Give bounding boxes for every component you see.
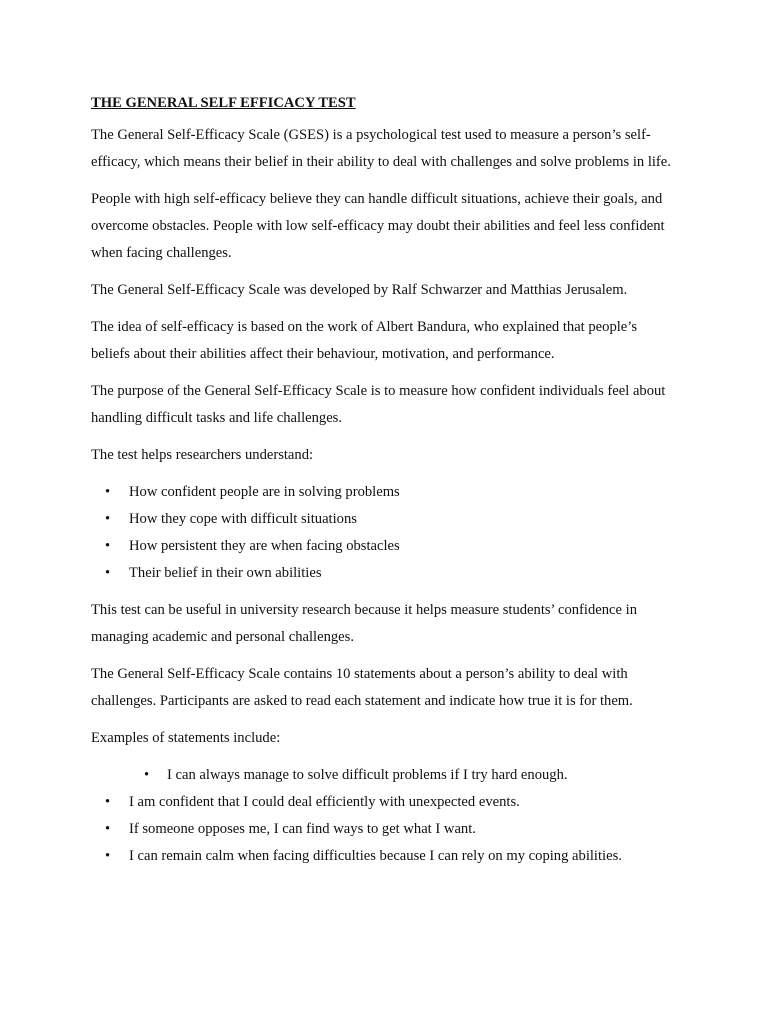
list-item bbox=[91, 762, 671, 789]
paragraph-purpose: The purpose of the General Self-Efficacy Scale is to measure how confident individuals feel about handling difficult tasks and life challenges. bbox=[91, 383, 666, 426]
list-item-text: How persistent they are when facing obstacles bbox=[129, 538, 400, 554]
document-title: THE GENERAL SELF EFFICACY TEST bbox=[91, 95, 356, 111]
bullet-icon: • bbox=[105, 848, 111, 864]
paragraph-gses-definition: The General Self-Efficacy Scale (GSES) is a psychological test used to measure a person’s self-efficacy, which means their belief in their ability to deal with challenges and solve problems in life. bbox=[91, 127, 671, 170]
understand-list bbox=[91, 479, 671, 587]
bullet-icon: • bbox=[105, 794, 111, 810]
list-item-text: How confident people are in solving problems bbox=[129, 484, 400, 500]
paragraph-developers: The General Self-Efficacy Scale was developed by Ralf Schwarzer and Matthias Jerusalem. bbox=[91, 282, 628, 298]
document-page bbox=[91, 93, 671, 880]
examples-list bbox=[91, 762, 671, 870]
paragraph-high-low-efficacy: People with high self-efficacy believe they can handle difficult situations, achieve their goals, and overcome obstacles. People with low self-efficacy may doubt their abilities and feel less confident when facing challenges. bbox=[91, 191, 665, 261]
list-item-text: How they cope with difficult situations bbox=[129, 511, 357, 527]
paragraph-university-research: This test can be useful in university research because it helps measure students’ confidence in managing academic and personal challenges. bbox=[91, 602, 637, 645]
paragraph-ten-statements: The General Self-Efficacy Scale contains 10 statements about a person’s ability to deal with challenges. Participants are asked to read each statement and indicate how true it is for them. bbox=[91, 666, 633, 709]
bullet-icon: • bbox=[105, 565, 111, 581]
paragraph-helps-understand: The test helps researchers understand: bbox=[91, 447, 314, 463]
list-item-text: If someone opposes me, I can find ways to get what I want. bbox=[129, 821, 476, 837]
paragraph-examples-intro: Examples of statements include: bbox=[91, 730, 281, 746]
bullet-icon: • bbox=[105, 538, 111, 554]
bullet-icon: • bbox=[144, 767, 150, 783]
paragraph-bandura: The idea of self-efficacy is based on the work of Albert Bandura, who explained that people’s beliefs about their abilities affect their behaviour, motivation, and performance. bbox=[91, 319, 638, 362]
list-item bbox=[91, 479, 671, 506]
bullet-icon: • bbox=[105, 821, 111, 837]
list-item bbox=[91, 816, 671, 843]
list-item-text: Their belief in their own abilities bbox=[129, 565, 322, 581]
list-item bbox=[91, 789, 671, 816]
list-item bbox=[91, 843, 671, 870]
list-item bbox=[91, 560, 671, 587]
list-item-text: I can always manage to solve difficult problems if I try hard enough. bbox=[167, 767, 568, 783]
list-item-text: I can remain calm when facing difficulties because I can rely on my coping abilities. bbox=[129, 848, 622, 864]
list-item-text: I am confident that I could deal efficiently with unexpected events. bbox=[129, 794, 520, 810]
list-item bbox=[91, 533, 671, 560]
list-item bbox=[91, 506, 671, 533]
bullet-icon: • bbox=[105, 511, 111, 527]
bullet-icon: • bbox=[105, 484, 111, 500]
